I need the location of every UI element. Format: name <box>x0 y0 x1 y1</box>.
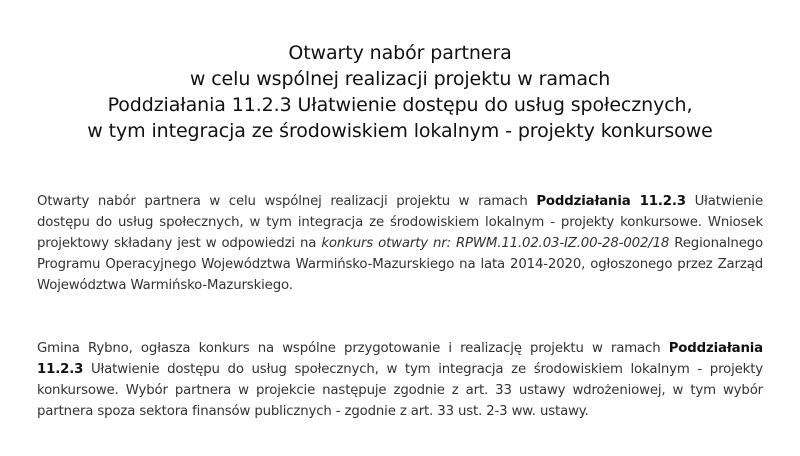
paragraph-2-bold-measure: Poddziałania 11.2.3 <box>37 341 763 377</box>
title-line-3: Poddziałania 11.2.3 Ułatwienie dostępu do usług społecznych, <box>107 94 693 116</box>
paragraph-1-contest-number: konkurs otwarty nr: RPWM.11.02.03-IZ.00-28-002/18 <box>321 236 670 251</box>
paragraph-2-intro: Gmina Rybno, ogłasza konkurs na wspólne przygotowanie i realizację projektu w ramach <box>37 341 669 356</box>
paragraph-1-intro: Otwarty nabór partnera w celu wspólnej realizacji projektu w ramach <box>37 194 537 209</box>
title-line-1: Otwarty nabór partnera <box>288 42 512 64</box>
paragraph-1-body: Ułatwienie dostępu do usług społecznych, w tym integracja ze środowiskiem lokalnym - projekty konkursowe. Wniosek projektowy składany jest w odpowiedzi na <box>37 194 764 251</box>
paragraph-gmina-rybno <box>37 338 763 422</box>
page-title <box>0 40 800 144</box>
title-line-4: w tym integracja ze środowiskiem lokalnym - projekty konkursowe <box>87 120 713 142</box>
paragraph-1-tail: Regionalnego Programu Operacyjnego Województwa Warmińsko-Mazurskiego na lata 2014-2020, ogłoszonego przez Zarząd Województwa Warmińsko-Mazurskiego. <box>37 236 764 293</box>
paragraph-announcement <box>37 191 763 296</box>
title-line-2: w celu wspólnej realizacji projektu w ramach <box>189 68 611 90</box>
paragraph-1-bold-measure: Poddziałania 11.2.3 <box>536 194 686 209</box>
paragraph-2-tail: Ułatwienie dostępu do usług społecznych, w tym integracja ze środowiskiem lokalnym - projekty konkursowe. Wybór partnera w projekcie następuje zgodnie z art. 33 ustawy wdrożeniowej, w tym wybór partnera spoza sektora finansów publicznych - zgodnie z art. 33 ust. 2-3 ww. ustawy. <box>37 362 763 419</box>
